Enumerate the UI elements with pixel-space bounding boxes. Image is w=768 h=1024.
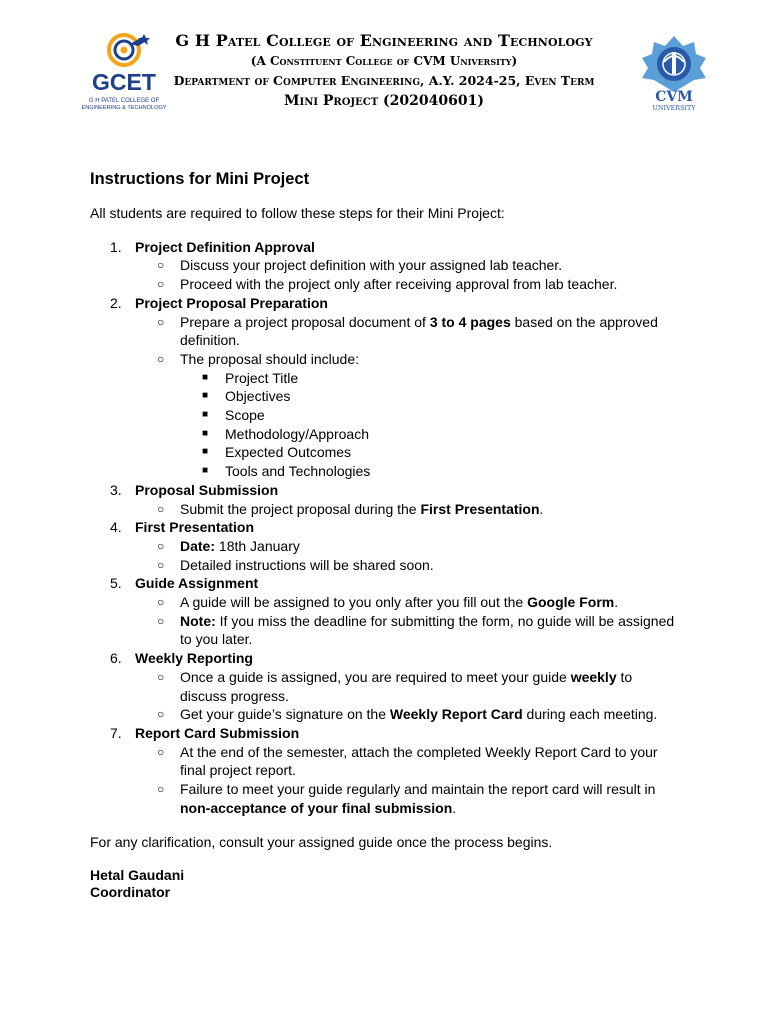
step-number: 5. xyxy=(110,575,122,592)
sub-item-text: At the end of the semester, attach the completed Weekly Report Card to your final project report. xyxy=(180,743,658,779)
sub-item-text-part: A guide will be assigned to you only after you fill out the xyxy=(180,594,528,611)
proposal-contents-text: Objectives xyxy=(225,388,291,405)
circle-bullet-icon: ○ xyxy=(157,277,165,292)
circle-bullet-icon: ○ xyxy=(157,351,165,366)
square-bullet-icon: ■ xyxy=(202,446,209,458)
step-number: 7. xyxy=(110,724,122,741)
proposal-contents-text: Methodology/Approach xyxy=(225,425,369,442)
sub-item-text-part: . xyxy=(539,500,544,517)
sub-item xyxy=(135,668,690,705)
signatory-name: Hetal Gaudani xyxy=(90,867,185,884)
step-item xyxy=(90,294,690,481)
sub-item-emphasis: Date: xyxy=(180,537,216,554)
step-item xyxy=(90,724,690,818)
proposal-contents-text: Expected Outcomes xyxy=(225,444,352,461)
step-item xyxy=(90,649,690,724)
proposal-contents-text: Project Title xyxy=(225,369,299,386)
square-bullet-icon: ■ xyxy=(202,427,209,439)
sub-item-text-part: to discuss progress. xyxy=(180,668,633,704)
sub-item-text-part: If you miss the deadline for submitting the form, no guide will be assigned to you later. xyxy=(180,612,675,648)
circle-bullet-icon: ○ xyxy=(157,258,165,273)
sub-item-text xyxy=(180,613,674,648)
signatory-role: Coordinator xyxy=(90,884,171,901)
step-number: 6. xyxy=(110,650,122,667)
step-subitems xyxy=(135,500,690,519)
sub-item-emphasis: Google Form xyxy=(527,594,615,611)
circle-bullet-icon: ○ xyxy=(157,557,165,572)
instructions-content xyxy=(90,168,690,901)
proposal-contents-item xyxy=(180,369,680,388)
sub-item xyxy=(135,537,690,556)
step-number: 1. xyxy=(110,238,122,255)
step-subitems xyxy=(135,668,690,724)
sub-item-text xyxy=(180,594,618,610)
circle-bullet-icon: ○ xyxy=(157,782,165,797)
sub-item-text: Detailed instructions will be shared soon. xyxy=(180,556,434,573)
circle-bullet-icon: ○ xyxy=(157,669,165,684)
square-bullet-icon: ■ xyxy=(202,465,209,477)
department-line: Department of Computer Engineering, A.Y. 2024-25, Even Term xyxy=(173,73,595,88)
sub-item-text-part: 18th January xyxy=(215,537,300,554)
step-item xyxy=(90,518,690,574)
step-title: First Presentation xyxy=(135,519,255,536)
sub-item-emphasis: 3 to 4 pages xyxy=(429,313,511,330)
sub-item-text-part: . xyxy=(452,799,457,816)
circle-bullet-icon: ○ xyxy=(157,501,165,516)
sub-item-emphasis: Note: xyxy=(180,612,216,629)
step-subitems xyxy=(135,593,690,649)
sub-item xyxy=(135,556,690,575)
proposal-contents-item xyxy=(180,443,680,462)
svg-text:GCET: GCET xyxy=(92,69,156,95)
sub-item xyxy=(135,593,690,612)
header-text-block xyxy=(170,30,598,112)
sub-item-text-part: . xyxy=(614,594,619,611)
proposal-contents-text: Tools and Technologies xyxy=(225,463,371,480)
sub-item-text-part: Submit the project proposal during the xyxy=(180,500,421,517)
sub-item-text xyxy=(180,538,300,554)
square-bullet-icon: ■ xyxy=(202,390,209,402)
sub-item xyxy=(135,612,690,649)
sub-item-text xyxy=(180,781,655,816)
sub-item xyxy=(135,313,690,350)
step-item xyxy=(90,238,690,294)
sub-item xyxy=(135,350,690,481)
proposal-contents-item xyxy=(180,387,680,406)
sub-item-emphasis: non-acceptance of your final submission xyxy=(180,799,453,816)
square-bullet-icon: ■ xyxy=(202,409,209,421)
step-title: Project Proposal Preparation xyxy=(135,294,328,311)
step-number: 3. xyxy=(110,481,122,498)
page-header xyxy=(0,0,768,130)
sub-item xyxy=(135,705,690,724)
sub-item-text: Proceed with the project only after receiving approval from lab teacher. xyxy=(180,276,618,293)
circle-bullet-icon: ○ xyxy=(157,595,165,610)
square-bullet-icon: ■ xyxy=(202,371,209,383)
sub-item xyxy=(135,780,690,817)
cvm-university-logo xyxy=(636,32,712,114)
step-subitems xyxy=(135,743,690,818)
affiliation: (A Constituent College of CVM University) xyxy=(250,54,518,68)
step-title: Weekly Reporting xyxy=(135,650,253,667)
step-subitems xyxy=(135,256,690,293)
sub-item-text xyxy=(180,669,632,704)
sub-item-text: The proposal should include: xyxy=(180,350,360,367)
step-title: Report Card Submission xyxy=(135,724,300,741)
circle-bullet-icon: ○ xyxy=(157,707,165,722)
sub-item xyxy=(135,275,690,294)
circle-bullet-icon: ○ xyxy=(157,314,165,329)
circle-bullet-icon: ○ xyxy=(157,744,165,759)
step-title: Guide Assignment xyxy=(135,575,259,592)
sub-item-text xyxy=(180,706,657,722)
sub-item-emphasis: weekly xyxy=(570,668,617,685)
steps-list xyxy=(90,238,690,818)
course-line: Mini Project (202040601) xyxy=(284,93,484,109)
svg-text:ENGINEERING & TECHNOLOGY: ENGINEERING & TECHNOLOGY xyxy=(81,105,167,111)
signature-block xyxy=(90,867,690,901)
sub-item xyxy=(135,500,690,519)
step-item xyxy=(90,481,690,518)
step-subitems xyxy=(135,313,690,481)
sub-item-text xyxy=(180,501,543,517)
svg-text:UNIVERSITY: UNIVERSITY xyxy=(652,104,696,112)
sub-item-text xyxy=(180,314,658,349)
sub-item-text-part: Get your guide’s signature on the xyxy=(180,706,390,723)
sub-item-text-part: during each meeting. xyxy=(522,706,658,723)
step-subitems xyxy=(135,537,690,574)
proposal-contents-item xyxy=(180,425,680,444)
svg-text:G H PATEL COLLEGE OF: G H PATEL COLLEGE OF xyxy=(88,98,160,104)
proposal-contents-text: Scope xyxy=(225,407,265,424)
sub-item-text: Discuss your project definition with your assigned lab teacher. xyxy=(180,257,563,274)
sub-item xyxy=(135,256,690,275)
sub-item-emphasis: First Presentation xyxy=(420,500,540,517)
proposal-contents-list xyxy=(180,369,680,481)
sub-item-text-part: based on the approved definition. xyxy=(180,313,658,349)
closing-text: For any clarification, consult your assigned guide once the process begins. xyxy=(90,833,553,850)
step-title: Project Definition Approval xyxy=(135,238,315,255)
proposal-contents-item xyxy=(180,406,680,425)
sub-item-text-part: Once a guide is assigned, you are required to meet your guide xyxy=(180,668,571,685)
sub-item-text-part: Failure to meet your guide regularly and maintain the report card will result in xyxy=(180,781,656,798)
gcet-logo xyxy=(78,30,170,114)
intro-text: All students are required to follow these steps for their Mini Project: xyxy=(90,205,505,221)
step-number: 4. xyxy=(110,519,122,536)
svg-text:CVM: CVM xyxy=(655,89,693,105)
step-number: 2. xyxy=(110,294,122,311)
sub-item-text-part: Prepare a project proposal document of xyxy=(180,313,430,330)
sub-item xyxy=(135,743,690,780)
circle-bullet-icon: ○ xyxy=(157,538,165,553)
college-name: G H Patel College of Engineering and Technology xyxy=(175,31,593,50)
page-title: Instructions for Mini Project xyxy=(90,170,310,188)
step-item xyxy=(90,574,690,649)
sub-item-emphasis: Weekly Report Card xyxy=(389,706,523,723)
proposal-contents-item xyxy=(180,462,680,481)
circle-bullet-icon: ○ xyxy=(157,613,165,628)
step-title: Proposal Submission xyxy=(135,481,279,498)
